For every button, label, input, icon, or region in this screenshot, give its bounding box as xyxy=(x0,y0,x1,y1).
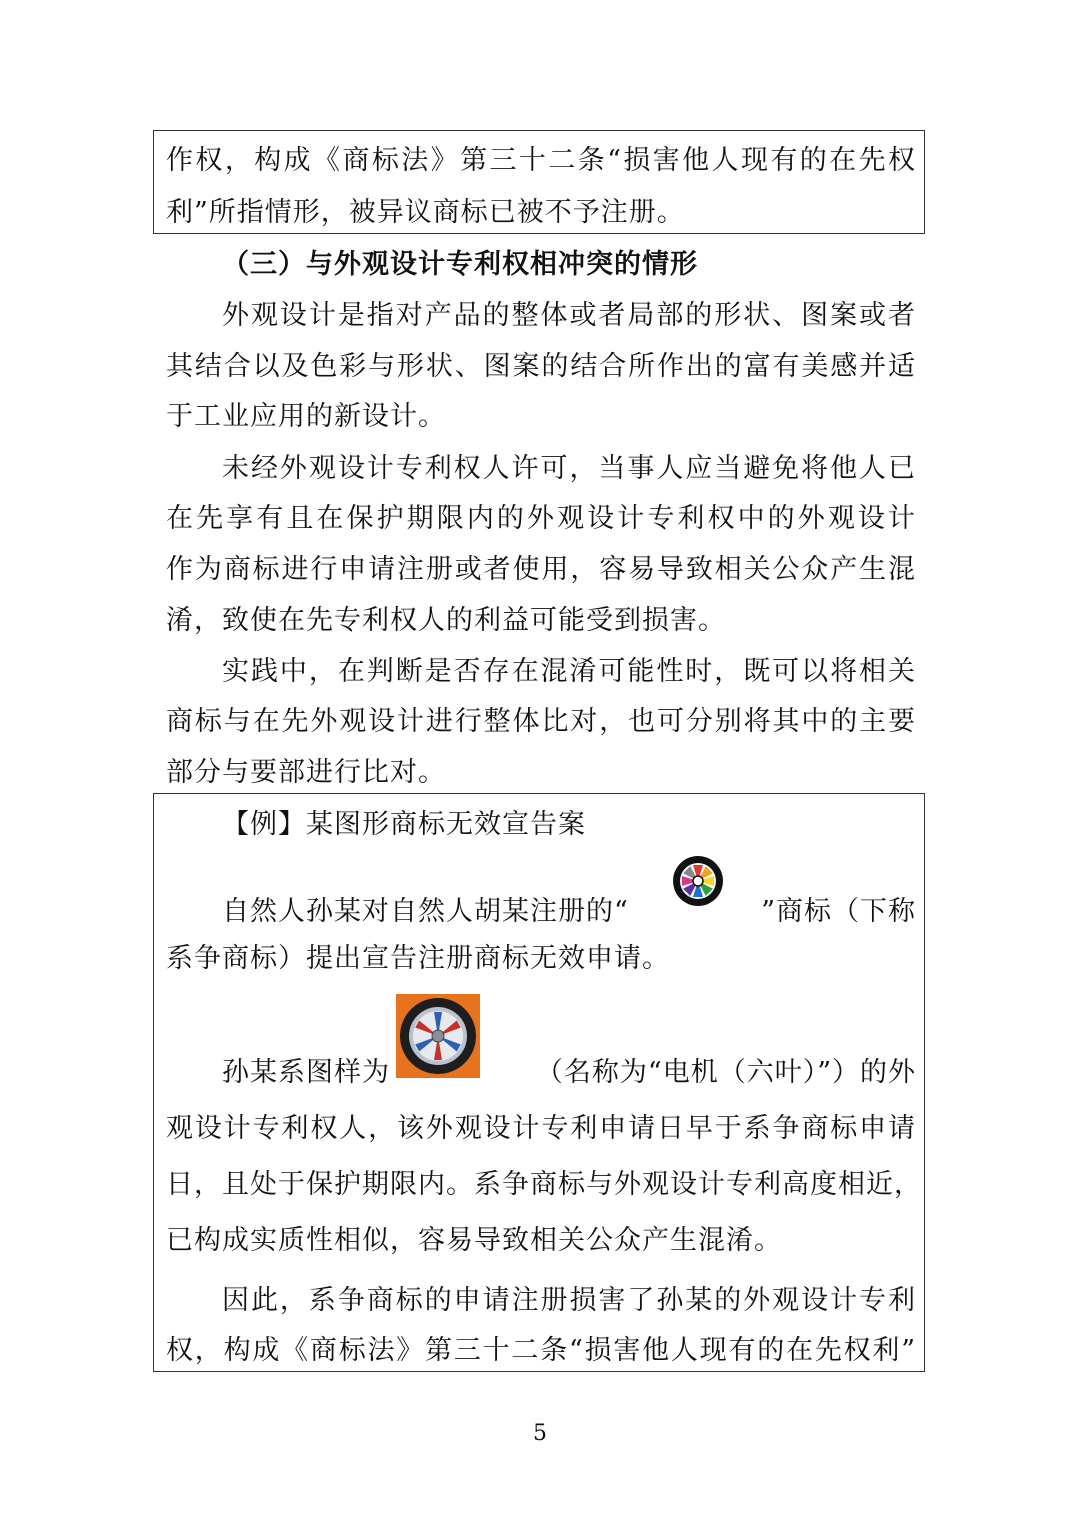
example-text: ”商标（下称 xyxy=(761,896,916,927)
page-number: 5 xyxy=(533,1421,547,1446)
example-text: 观设计专利权人，该外观设计专利申请日早于系争商标申请 xyxy=(166,1113,916,1144)
paragraph-line: 外观设计是指对产品的整体或者局部的形状、图案或者 xyxy=(222,300,916,331)
example-text: （名称为“电机（六叶）”）的外 xyxy=(535,1057,916,1088)
paragraph-line: 实践中，在判断是否存在混淆可能性时，既可以将相关 xyxy=(222,656,916,687)
example-text: 已构成实质性相似，容易导致相关公众产生混淆。 xyxy=(166,1225,782,1256)
paragraph-line: 淆，致使在先专利权人的利益可能受到损害。 xyxy=(166,605,726,636)
motor-six-blade-design-icon xyxy=(396,994,480,1078)
example-text: 权，构成《商标法》第三十二条“损害他人现有的在先权利” xyxy=(166,1335,916,1366)
box-text-line: 利”所指情形，被异议商标已被不予注册。 xyxy=(166,197,685,228)
example-text: 孙某系图样为 xyxy=(222,1057,390,1088)
paragraph-line: 未经外观设计专利权人许可，当事人应当避免将他人已 xyxy=(222,453,916,484)
paragraph-line: 其结合以及色彩与形状、图案的结合所作出的富有美感并适 xyxy=(166,351,916,382)
example-text: 日，且处于保护期限内。系争商标与外观设计专利高度相近， xyxy=(166,1169,922,1200)
section-heading: （三）与外观设计专利权相冲突的情形 xyxy=(222,249,698,280)
box-text-line: 作权，构成《商标法》第三十二条“损害他人现有的在先权 xyxy=(166,145,916,176)
paragraph-line: 部分与要部进行比对。 xyxy=(166,757,446,788)
paragraph-line: 在先享有且在保护期限内的外观设计专利权中的外观设计 xyxy=(166,503,916,534)
example-text: 系争商标）提出宣告注册商标无效申请。 xyxy=(166,943,670,974)
paragraph-line: 作为商标进行申请注册或者使用，容易导致相关公众产生混 xyxy=(166,554,916,585)
wheel-trademark-icon xyxy=(672,855,724,907)
example-text: 因此，系争商标的申请注册损害了孙某的外观设计专利 xyxy=(222,1285,916,1316)
example-title: 【例】某图形商标无效宣告案 xyxy=(222,809,586,840)
example-text: 自然人孙某对自然人胡某注册的“ xyxy=(222,896,629,927)
paragraph-line: 商标与在先外观设计进行整体比对，也可分别将其中的主要 xyxy=(166,706,916,737)
paragraph-line: 于工业应用的新设计。 xyxy=(166,401,446,432)
